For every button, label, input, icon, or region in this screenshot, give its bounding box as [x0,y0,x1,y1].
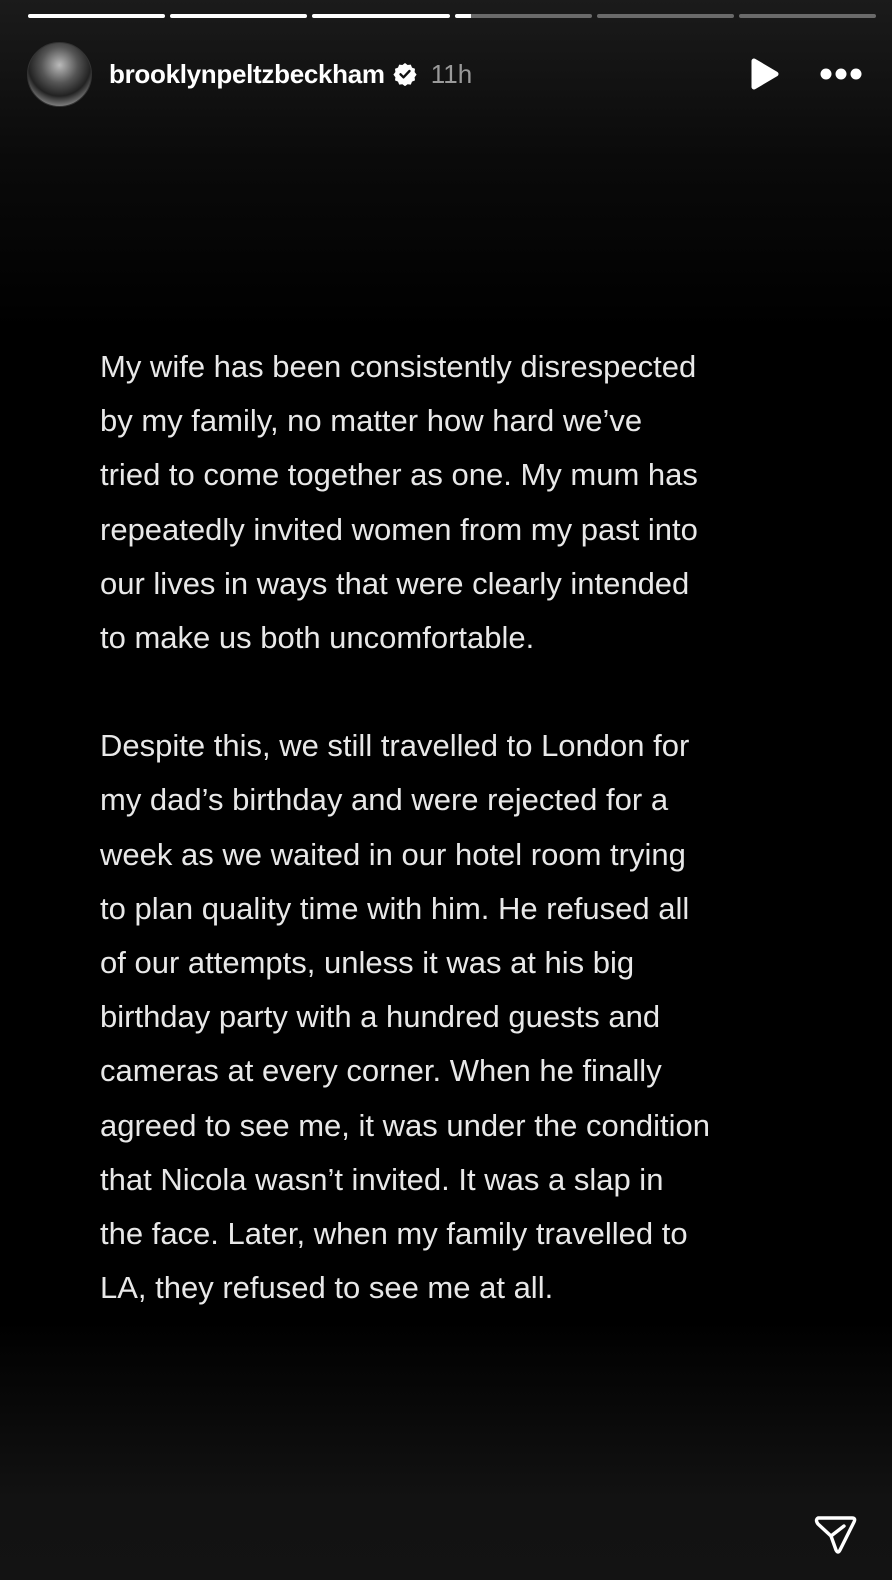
text-line: our lives in ways that were clearly intended [100,565,690,601]
text-line: repeatedly invited women from my past into [100,511,698,547]
story-text [100,340,860,1369]
text-line: LA, they refused to see me at all. [100,1270,554,1306]
text-line: My wife has been consistently disrespected [100,349,697,384]
send-icon[interactable] [812,1512,858,1558]
text-line: cameras at every corner. When he finally [100,1053,662,1089]
avatar[interactable] [27,42,92,107]
progress-fill [170,14,307,18]
progress-segment [597,14,734,18]
text-line: Despite this, we still travelled to London for [100,728,690,764]
text-line: of our attempts, unless it was at his big [100,945,635,981]
progress-fill [312,14,449,18]
progress-segment [170,14,307,18]
text-line: week as we waited in our hotel room trying [100,836,686,872]
more-icon[interactable] [820,68,862,80]
progress-segment [739,14,876,18]
paragraph [100,340,860,665]
text-line: agreed to see me, it was under the condition [100,1107,711,1143]
text-line: the face. Later, when my family travelled to [100,1216,688,1252]
story-header [27,42,862,106]
text-line: birthday party with a hundred guests and [100,999,661,1035]
story-progress-bar [28,14,876,18]
paragraph [100,719,860,1315]
text-line: tried to come together as one. My mum has [100,457,698,493]
verified-badge-icon [393,62,417,86]
progress-segment [455,14,592,18]
progress-fill [455,14,471,18]
text-line: to plan quality time with him. He refused all [100,890,690,926]
play-icon[interactable] [750,57,780,91]
username[interactable]: brooklynpeltzbeckham [109,58,385,89]
progress-segment [312,14,449,18]
text-line: that Nicola wasn’t invited. It was a slap in [100,1161,664,1197]
text-line: by my family, no matter how hard we’ve [100,403,643,439]
timestamp: 11h [430,58,473,89]
text-line: my dad’s birthday and were rejected for a [100,782,669,818]
progress-segment [28,14,165,18]
text-line: to make us both uncomfortable. [100,620,535,656]
progress-fill [28,14,165,18]
